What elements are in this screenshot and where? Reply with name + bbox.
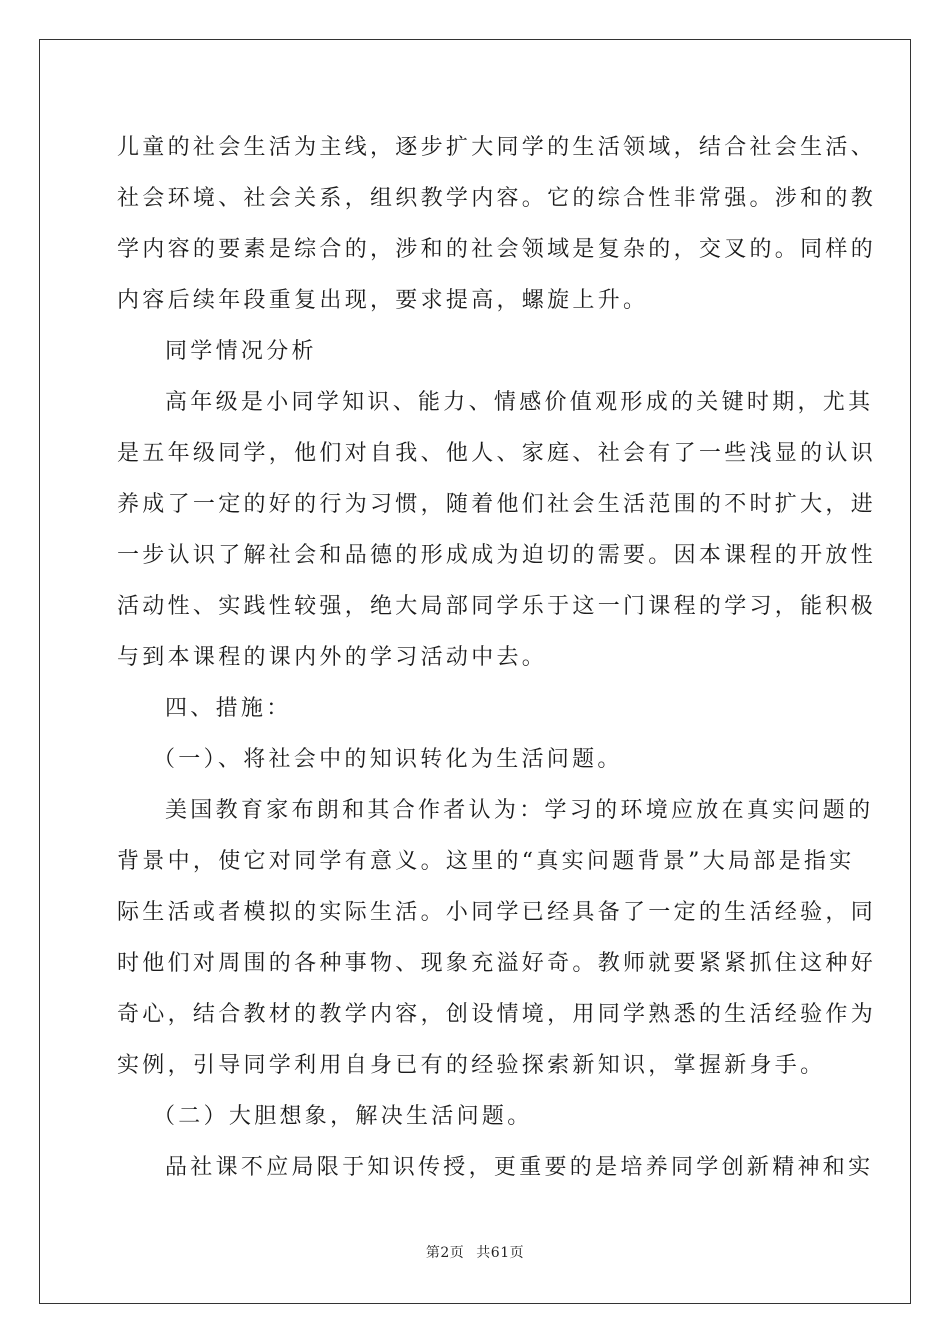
- paragraph-line: 实例，引导同学利用自身已有的经验探索新知识，掌握新身手。: [117, 1053, 826, 1078]
- paragraph-line: 活动性、实践性较强，绝大局部同学乐于这一门课程的学习，能积极: [117, 594, 877, 619]
- paragraph-line: 背景中，使它对同学有意义。这里的“真实问题背景”大局部是指实: [117, 849, 855, 874]
- page-footer: [0, 1242, 950, 1262]
- paragraph-line: 时他们对周围的各种事物、现象充溢好奇。教师就要紧紧抓住这种好: [117, 951, 877, 976]
- paragraph-line: 社会环境、社会关系，组织教学内容。它的综合性非常强。涉和的教: [117, 186, 877, 211]
- subsection-heading: （一）、将社会中的知识转化为生活问题。: [153, 747, 623, 772]
- section-heading: 同学情况分析: [165, 339, 317, 364]
- paragraph-line: 内容后续年段重复出现，要求提高，螺旋上升。: [117, 288, 649, 313]
- paragraph-line: 高年级是小同学知识、能力、情感价值观形成的关键时期，尤其: [165, 390, 874, 415]
- paragraph-line: 际生活或者模拟的实际生活。小同学已经具备了一定的生活经验，同: [117, 900, 877, 925]
- document-body: [117, 122, 877, 1193]
- paragraph-line: 奇心，结合教材的教学内容，创设情境，用同学熟悉的生活经验作为: [117, 1002, 877, 1027]
- paragraph-line: 一步认识了解社会和品德的形成成为迫切的需要。因本课程的开放性: [117, 543, 877, 568]
- paragraph-line: 是五年级同学，他们对自我、他人、家庭、社会有了一些浅显的认识: [117, 441, 877, 466]
- page-total: 共61页: [476, 1245, 525, 1261]
- paragraph-line: 儿童的社会生活为主线，逐步扩大同学的生活领域，结合社会生活、: [117, 135, 877, 160]
- paragraph-line: 与到本课程的课内外的学习活动中去。: [117, 645, 548, 670]
- paragraph-line: 品社课不应局限于知识传授，更重要的是培养同学创新精神和实: [165, 1155, 874, 1180]
- paragraph-line: 学内容的要素是综合的，涉和的社会领域是复杂的，交叉的。同样的: [117, 237, 877, 262]
- subsection-heading: （二）大胆想象，解决生活问题。: [153, 1104, 533, 1129]
- paragraph-line: 美国教育家布朗和其合作者认为：学习的环境应放在真实问题的: [165, 798, 874, 823]
- page-number: 第2页: [425, 1245, 465, 1261]
- section-heading: 四、措施：: [165, 696, 292, 721]
- paragraph-line: 养成了一定的好的行为习惯，随着他们社会生活范围的不时扩大，进: [117, 492, 877, 517]
